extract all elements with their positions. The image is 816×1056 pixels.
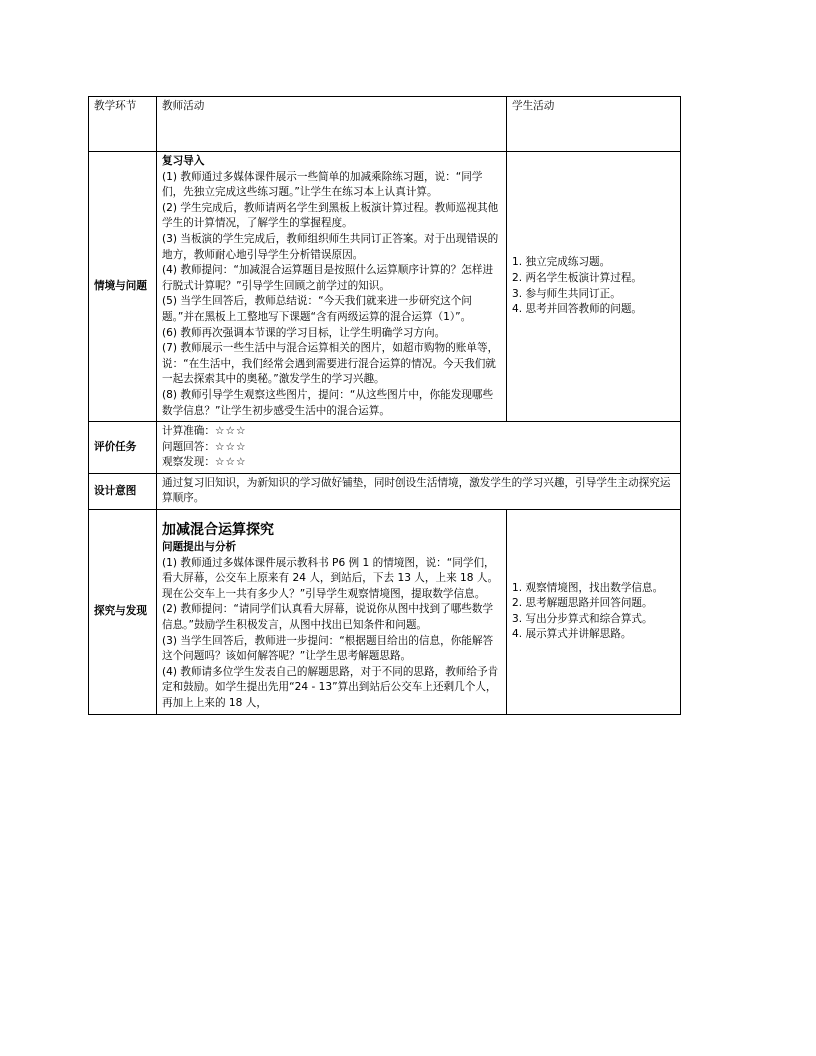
section1-subtitle: 复习导入 — [162, 155, 205, 167]
star-rating: ☆☆☆ — [214, 456, 247, 469]
star-rating: ☆☆☆ — [214, 440, 247, 453]
student-item: 1. 独立完成练习题。 — [512, 256, 611, 269]
section2-teacher — [157, 510, 507, 715]
design-stage: 设计意图 — [89, 473, 157, 509]
student-item: 4. 思考并回答教师的问题。 — [512, 303, 643, 316]
header-row — [89, 97, 681, 152]
section1-stage: 情境与问题 — [89, 152, 157, 422]
lesson-plan-table — [88, 96, 681, 715]
header-teacher: 教师活动 — [157, 97, 507, 152]
header-student: 学生活动 — [507, 97, 681, 152]
header-stage: 教学环节 — [89, 97, 157, 152]
section2-row — [89, 510, 681, 715]
design-row — [89, 473, 681, 509]
evaluation-stage: 评价任务 — [89, 422, 157, 474]
evaluation-label: 计算准确： — [162, 425, 215, 438]
evaluation-item — [162, 440, 675, 456]
section2-subtitle: 问题提出与分析 — [162, 541, 237, 554]
student-item: 3. 写出分步算式和综合算式。 — [512, 612, 653, 625]
section1-row — [89, 152, 681, 422]
section1-teacher — [157, 152, 507, 422]
teacher-item: (2) 教师提问：“请同学们认真看大屏幕，说说你从图中找到了哪些数学信息。”鼓励学生积极发言，从图中找出已知条件和问题。 — [162, 603, 494, 632]
evaluation-item — [162, 424, 675, 440]
star-rating: ☆☆☆ — [214, 425, 247, 438]
teacher-item: (8) 教师引导学生观察这些图片，提问：“从这些图片中，你能发现哪些数学信息？”让学生初步感受生活中的混合运算。 — [162, 388, 494, 417]
section2-student — [507, 510, 681, 715]
evaluation-item — [162, 455, 675, 471]
teacher-item: (3) 当学生回答后，教师进一步提问：“根据题目给出的信息，你能解答这个问题吗？该如何解答呢？”让学生思考解题思路。 — [162, 634, 494, 663]
student-item: 2. 思考解题思路并回答问题。 — [512, 597, 653, 610]
design-text: 通过复习旧知识，为新知识的学习做好铺垫，同时创设生活情境，激发学生的学习兴趣，引导学生主动探究运算顺序。 — [157, 473, 681, 509]
evaluation-label: 问题回答： — [162, 440, 215, 453]
teacher-item: (3) 当板演的学生完成后，教师组织师生共同订正答案。对于出现错误的地方，教师耐心地引导学生分析错误原因。 — [162, 232, 499, 261]
section2-title: 加减混合运算探究 — [162, 522, 274, 539]
section1-student — [507, 152, 681, 422]
student-item: 4. 展示算式并讲解思路。 — [512, 628, 632, 641]
student-item: 1. 观察情境图，找出数学信息。 — [512, 581, 664, 594]
teacher-item: (1) 教师通过多媒体课件展示一些简单的加减乘除练习题，说：“同学们，先独立完成这些练习题。”让学生在练习本上认真计算。 — [162, 170, 483, 199]
student-item: 3. 参与师生共同订正。 — [512, 287, 621, 300]
teacher-item: (4) 教师请多位学生发表自己的解题思路，对于不同的思路，教师给予肯定和鼓励。如学生提出先用“24 - 13”算出到站后公交车上还剩几个人，再加上上来的 18 人， — [162, 665, 499, 709]
evaluation-cell — [157, 422, 681, 474]
evaluation-row — [89, 422, 681, 474]
teacher-item: (7) 教师展示一些生活中与混合运算相关的图片，如超市购物的账单等，说：“在生活中，我们经常会遇到需要进行混合运算的情况。今天我们就一起去探索其中的奥秘。”激发学生的学习兴趣。 — [162, 342, 499, 386]
teacher-item: (6) 教师再次强调本节课的学习目标，让学生明确学习方向。 — [162, 326, 446, 339]
section2-stage: 探究与发现 — [89, 510, 157, 715]
evaluation-label: 观察发现： — [162, 456, 215, 469]
student-item: 2. 两名学生板演计算过程。 — [512, 271, 643, 284]
teacher-item: (1) 教师通过多媒体课件展示教科书 P6 例 1 的情境图，说：“同学们，看大屏幕，公交车上原来有 24 人，到站后，下去 13 人，上来 18 人。现在公交车上一共有多少人？”引导学生观察情境图，提取数学信息。 — [162, 556, 499, 600]
teacher-item: (4) 教师提问：“加减混合运算题目是按照什么运算顺序计算的？怎样进行脱式计算呢？”引导学生回顾之前学过的知识。 — [162, 264, 494, 292]
teacher-item: (5) 当学生回答后，教师总结说：“今天我们就来进一步研究这个问题。”并在黑板上工整地写下课题“含有两级运算的混合运算（1）”。 — [162, 295, 472, 323]
teacher-item: (2) 学生完成后，教师请两名学生到黑板上板演计算过程。教师巡视其他学生的计算情况，了解学生的掌握程度。 — [162, 201, 499, 230]
